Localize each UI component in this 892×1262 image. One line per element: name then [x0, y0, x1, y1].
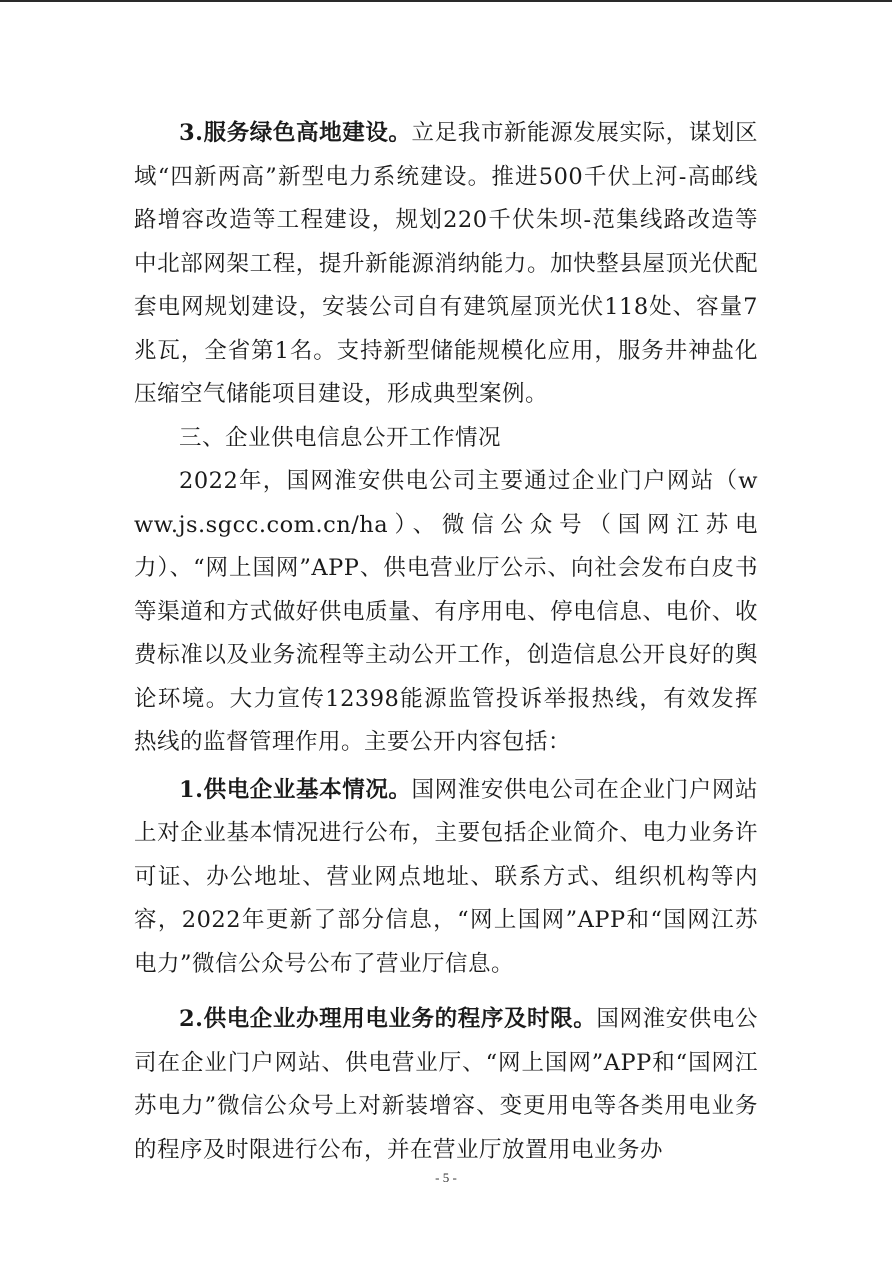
- paragraph-body: 国网淮安供电公司在企业门户网站、供电营业厅、“网上国网”APP和“国网江苏电力”微信公众号上对新装增容、变更用电等各类用电业务的程序及时限进行公布，并在营业厅放置用电业务办: [134, 1006, 758, 1163]
- paragraph-disclosure-overview: [134, 460, 758, 765]
- top-border-line: [0, 0, 892, 2]
- document-page: [134, 112, 758, 1172]
- paragraph-lead: 3.服务绿色高地建设。: [179, 120, 412, 146]
- paragraph-body: 立足我市新能源发展实际，谋划区域“四新两高”新型电力系统建设。推进500千伏上河-高邮线路增容改造等工程建设，规划220千伏朱坝-范集线路改造等中北部网架工程，提升新能源消纳能力。加快整县屋顶光伏配套电网规划建设，安装公司自有建筑屋顶光伏118处、容量7兆瓦，全省第1名。支持新型储能规模化应用，服务井神盐化压缩空气储能项目建设，形成典型案例。: [134, 120, 758, 407]
- page-number: - 5 -: [435, 1170, 457, 1185]
- paragraph-lead: 2.供电企业办理用电业务的程序及时限。: [179, 1006, 597, 1032]
- paragraph-lead: 1.供电企业基本情况。: [179, 776, 412, 803]
- paragraph-procedures: [134, 998, 758, 1172]
- paragraph-body: 国网淮安供电公司在企业门户网站上对企业基本情况进行公布，主要包括企业简介、电力业务许可证、办公地址、营业网点地址、联系方式、组织机构等内容，2022年更新了部分信息，“网上国网”APP和“国网江苏电力”微信公众号公布了营业厅信息。: [134, 776, 758, 977]
- paragraph-body: 2022年，国网淮安供电公司主要通过企业门户网站（www.js.sgcc.com.cn/ha）、微信公众号（国网江苏电力）、“网上国网”APP、供电营业厅公示、向社会发布白皮书等渠道和方式做好供电质量、有序用电、停电信息、电价、收费标准以及业务流程等主动公开工作，创造信息公开良好的舆论环境。大力宣传12398能源监管投诉举报热线，有效发挥热线的监督管理作用。主要公开内容包括：: [134, 468, 758, 755]
- section-heading: 三、企业供电信息公开工作情况: [179, 424, 502, 451]
- paragraph-green-highland: [134, 112, 758, 417]
- paragraph-basic-info: [134, 769, 758, 987]
